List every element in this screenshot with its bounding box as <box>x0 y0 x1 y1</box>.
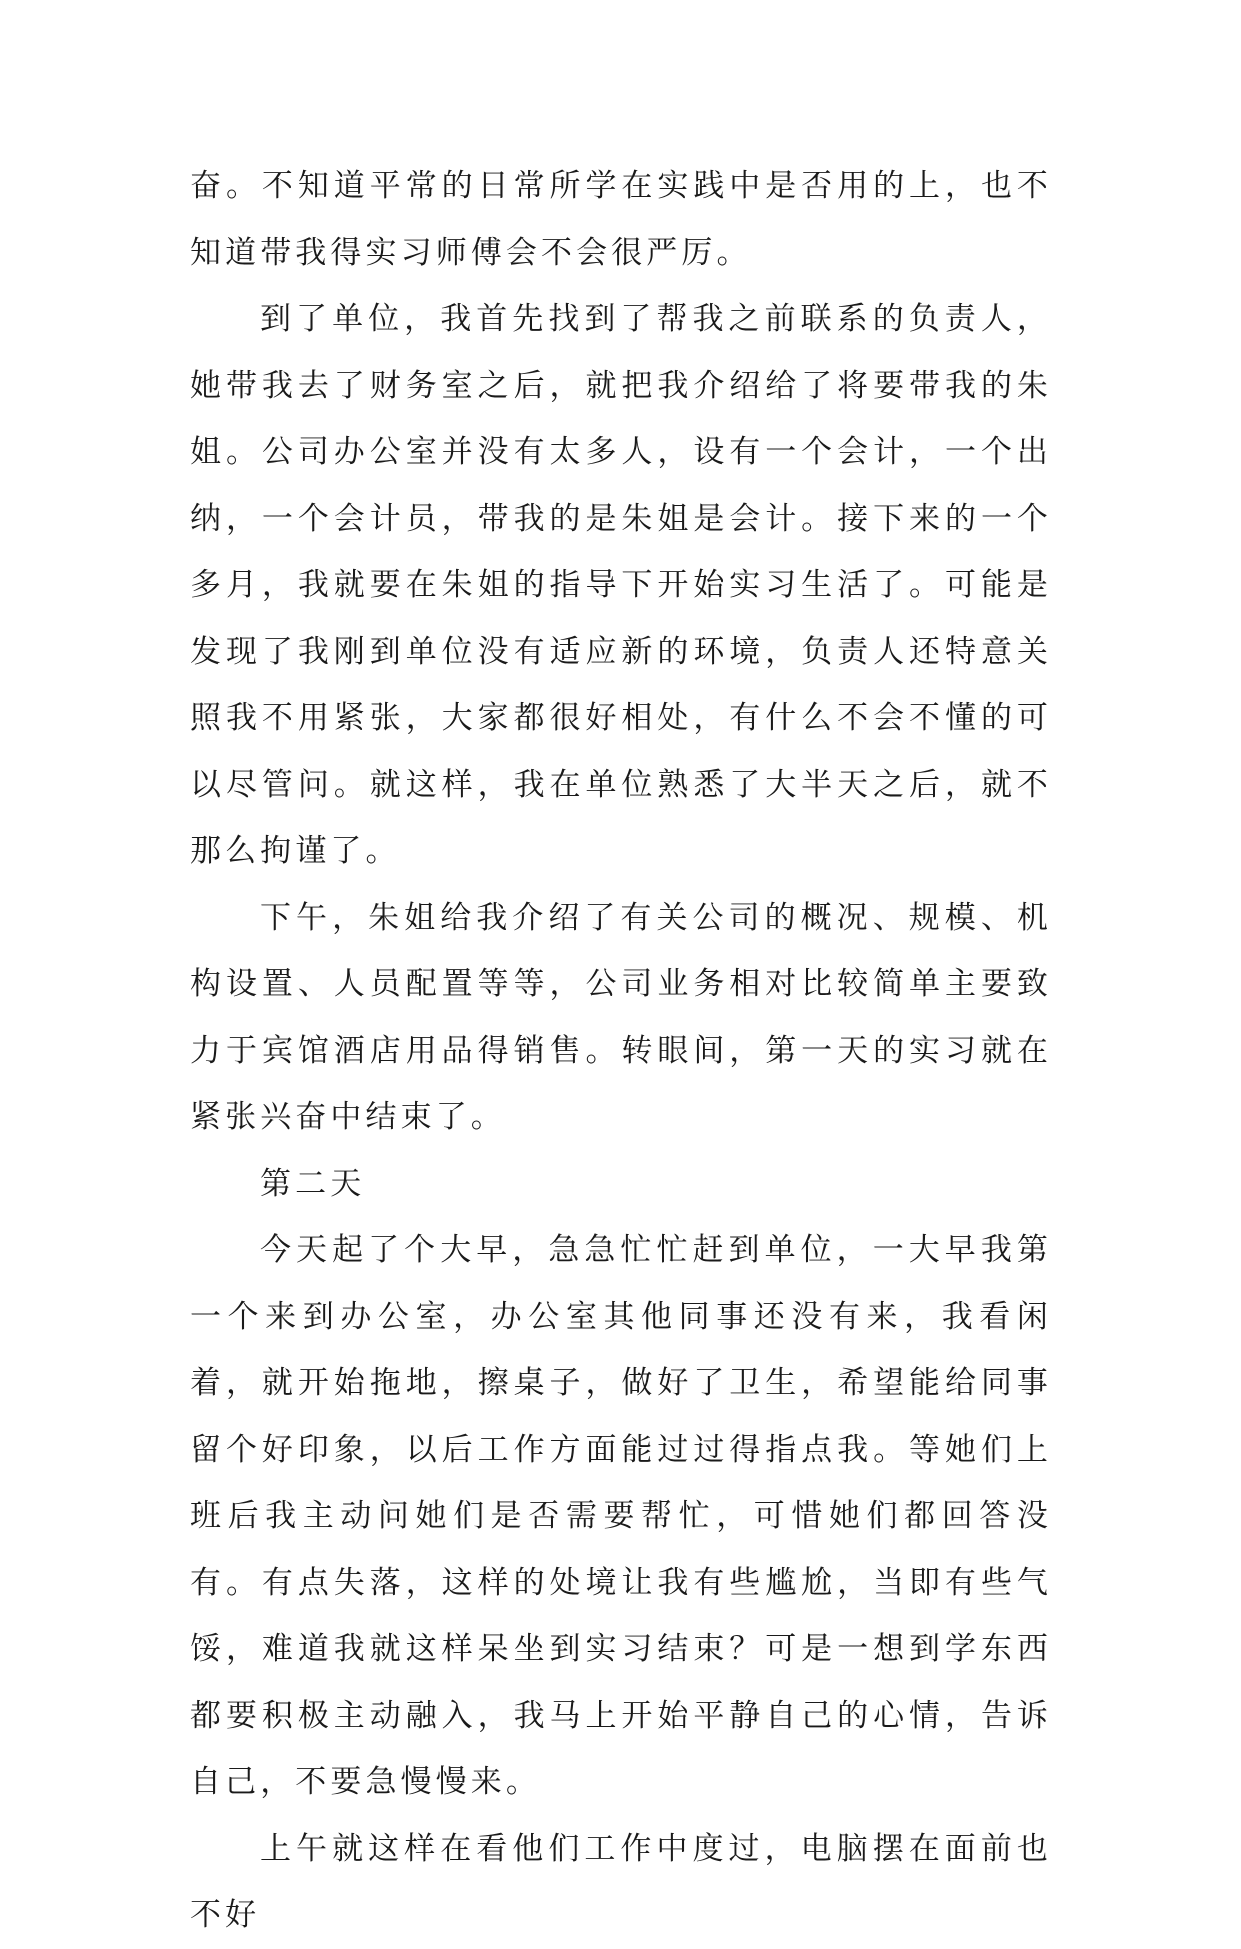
paragraph-1: 奋。不知道平常的日常所学在实践中是否用的上，也不知道带我得实习师傅会不会很严厉。 <box>190 168 1052 271</box>
paragraph-2: 到了单位，我首先找到了帮我之前联系的负责人，她带我去了财务室之后，就把我介绍给了将要带我的朱姐。公司办公室并没有太多人，设有一个会计，一个出纳，一个会计员，带我的是朱姐是会计。接下来的一个多月，我就要在朱姐的指导下开始实习生活了。可能是发现了我刚到单位没有适应新的环境，负责人还特意关照我不用紧张，大家都很好相处，有什么不会不懂的可以尽管问。就这样，我在单位熟悉了大半天之后，就不那么拘谨了。 <box>190 301 1052 869</box>
paragraph-5: 上午就这样在看他们工作中度过，电脑摆在面前也不好 <box>190 1830 1052 1933</box>
section-heading-day-two: 第二天 <box>260 1165 366 1202</box>
paragraph-3: 下午，朱姐给我介绍了有关公司的概况、规模、机构设置、人员配置等等，公司业务相对比较简单主要致力于宾馆酒店用品得销售。转眼间，第一天的实习就在紧张兴奋中结束了。 <box>190 899 1052 1135</box>
document-page <box>190 153 1052 1949</box>
paragraph-4: 今天起了个大早，急急忙忙赶到单位，一大早我第一个来到办公室，办公室其他同事还没有来，我看闲着，就开始拖地，擦桌子，做好了卫生，希望能给同事留个好印象，以后工作方面能过过得指点我。等她们上班后我主动问她们是否需要帮忙，可惜她们都回答没有。有点失落，这样的处境让我有些尴尬，当即有些气馁，难道我就这样呆坐到实习结束？可是一想到学东西都要积极主动融入，我马上开始平静自己的心情，告诉自己，不要急慢慢来。 <box>190 1232 1052 1800</box>
